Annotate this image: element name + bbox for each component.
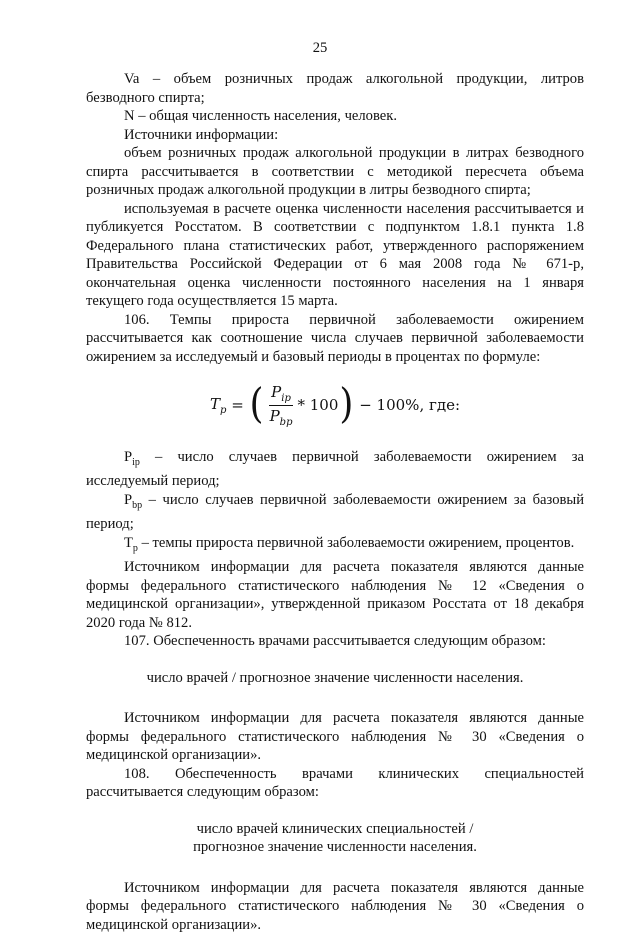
page-number: 25 [312, 40, 328, 56]
source-107: Источником информации для расчета показателя являются данные формы федерального статистического наблюдения № 30 «Сведения о медицинской организации». [86, 710, 584, 764]
formula-tail: − 100%, где: [359, 396, 460, 414]
formula-107: число врачей / прогнозное значение численности населения. [146, 669, 524, 686]
paragraph-106: 106. Темпы прироста первичной заболеваемости ожирением рассчитывается как соотношение числа случаев первичной заболеваемости ожирением за исследуемый и базовый периоды в процентах по формуле: [86, 311, 584, 365]
definition-pip: $P_{ip}$ – число случаев первичной заболеваемости ожирением за исследуемый период; [86, 449, 584, 490]
formula-106: $T_p$ = ( $\frac{P_{ip}}{P_{bp}}$ * 100 ) − 100%, где: [210, 380, 460, 428]
formula-times: * 100 [297, 396, 339, 414]
paragraph-108: 108. Обеспеченность врачами клинических специальностей рассчитывается следующим образом: [86, 765, 584, 801]
va-definition: Va – объем розничных продаж алкогольной продукции, литров безводного спирта; [86, 71, 584, 106]
definition-tp: $T_p$ – темпы прироста первичной заболеваемости ожирением, процентов. [124, 534, 575, 554]
source-108: Источником информации для расчета показателя являются данные формы федерального статистического наблюдения № 30 «Сведения о медицинской организации». [86, 879, 584, 933]
n-definition: N – общая численность населения, человек. [124, 108, 397, 124]
sources-heading: Источники информации: [124, 126, 279, 143]
paragraph-107: 107. Обеспеченность врачами рассчитывается следующим образом: [124, 633, 546, 650]
source-item-2: используемая в расчете оценка численности населения рассчитывается и публикуется Росстатом. В соответствии с подпунктом 1.8.1 пункта 1.8 Федерального плана статистических работ, утвержденного распоряжением Правительства Российской Федерации от 6 мая 2008 года № 671-р, окончательная оценка численности постоянного населения на 1 января текущего года осуществляется 15 марта. [86, 200, 584, 309]
formula-fraction: $\frac{P_{ip}}{P_{bp}}$ [269, 382, 293, 428]
formula-lhs: $T_p$ [210, 394, 227, 416]
source-item-1: объем розничных продаж алкогольной продукции в литрах безводного спирта рассчитывается в соответствии с методикой пересчета объема розничных продаж алкогольной продукции в литры безводного спирта; [86, 145, 584, 198]
formula-108-line-2: прогнозное значение численности населения. [193, 839, 477, 856]
formula-108-line-1: число врачей клинических специальностей / [196, 820, 474, 837]
source-106: Источником информации для расчета показателя являются данные формы федерального статистического наблюдения № 12 «Сведения о медицинской организации», утвержденной приказом Росстата от 18 декабря 2020 года № 812. [86, 559, 584, 631]
definition-pbp: $P_{bp}$ – число случаев первичной заболеваемости ожирением за базовый период; [86, 491, 584, 533]
document-body [86, 70, 584, 934]
